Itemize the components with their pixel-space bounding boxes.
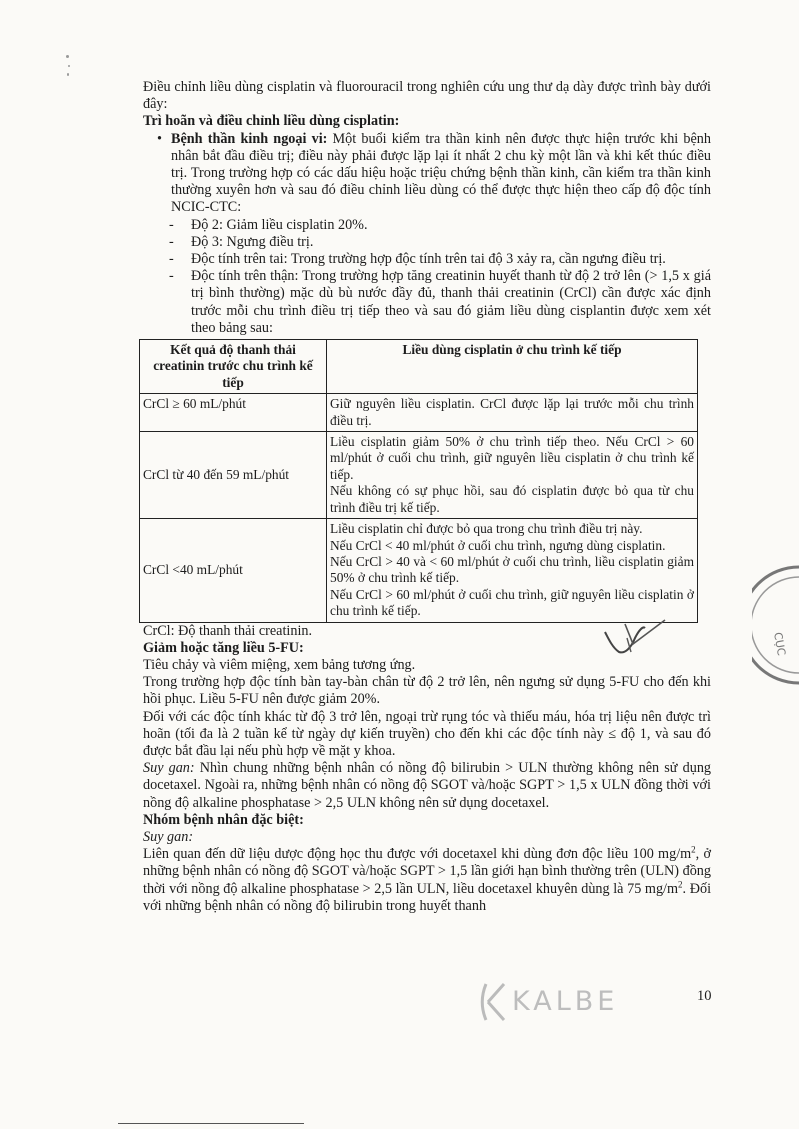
dose-line: Nếu CrCl < 40 ml/phút ở cuối chu trình, ngưng dùng cisplatin. <box>330 537 666 553</box>
official-stamp-icon <box>752 565 799 685</box>
table-row <box>140 519 698 622</box>
liver-text: Nhìn chung những bệnh nhân có nồng độ bilirubin > ULN thường không nên sử dụng docetaxel. Ngoài ra, những bệnh nhân có nồng độ SGOT và/hoặc SGPT > 1,5 x ULN đồng thời với nồng độ alkaline phosphatase > 2,5 ULN không nên sử dụng docetaxel. <box>143 760 712 811</box>
table-header-crcl: Kết quả độ thanh thải creatinin trước chu trình kế tiếp <box>140 340 327 394</box>
footer-rule <box>118 1123 304 1124</box>
dose-line: Nếu không có sự phục hồi, sau đó cisplatin được bỏ qua từ chu trình điều trị kế tiếp. <box>330 483 694 515</box>
kalbe-logo-icon <box>478 980 508 1022</box>
toxicity-item-ototoxicity: - Độc tính trên tai: Trong trường hợp độc tính trên tai độ 3 xảy ra, cần ngưng điều trị. <box>169 251 711 268</box>
neuropathy-text: Một buổi kiểm tra thần kinh nên được thực hiện trước khi bệnh nhân bắt đầu điều trị; điều này phải được lặp lại ít nhất 2 chu kỳ một lần và khi kết thúc điều trị. Trong trường hợp có các dấu hiệu hoặc triệu chứng bệnh thần kinh, cần kiểm tra thần kinh thường xuyên hơn và sau đó điều chỉnh liều dùng có thể được thực hiện theo cấp độ độc tính NCIC-CTC: <box>171 130 711 216</box>
table-cell-crcl: CrCl từ 40 đến 59 mL/phút <box>140 432 327 519</box>
crcl-dose-table <box>139 339 698 623</box>
scan-speck <box>66 55 69 58</box>
toxicity-item-nephrotoxicity: - Độc tính trên thận: Trong trường hợp tăng creatinin huyết thanh từ độ 2 trở lên (> 1,5 x giá trị bình thường) mặc dù bù nước đầy đủ, thanh thải creatinin (CrCl) cần được xác định trước mỗi chu trình điều trị tiếp theo và sau đó giảm liều dùng cisplantin được xem xét theo bảng sau: <box>169 268 711 337</box>
scan-speck <box>68 65 70 67</box>
dose-line: Giữ nguyên liều cisplatin. CrCl được lặp lại trước mỗi chu trình điều trị. <box>330 396 694 428</box>
dose-line: Nếu CrCl > 60 ml/phút ở cuối chu trình, giữ nguyên liều cisplatin ở chu trình kế tiếp. <box>330 586 694 619</box>
table-cell-dose <box>327 394 698 432</box>
table-cell-crcl: CrCl <40 mL/phút <box>140 519 327 622</box>
table-row <box>140 394 698 432</box>
scan-speck <box>67 73 69 76</box>
table-cell-dose <box>327 432 698 519</box>
table-cell-crcl: CrCl ≥ 60 mL/phút <box>140 394 327 432</box>
table-header-dose: Liều dùng cisplatin ở chu trình kế tiếp <box>327 340 698 394</box>
special-paragraph <box>143 846 711 915</box>
special-text-1: Liên quan đến dữ liệu dược động học thu được với docetaxel khi dùng đơn độc liều 100 mg/m <box>143 846 692 863</box>
page-number: 10 <box>697 988 712 1004</box>
toxicity-list <box>143 217 711 337</box>
crcl-note: CrCl: Độ thanh thải creatinin. <box>143 622 313 639</box>
special-text-2: , ở những bệnh nhân có nồng độ SGOT và/hoặc SGPT > 1,5 lần giới hạn bình thường trên (ULN) đồng thời với nồng độ alkaline phosphatase > 2,5 lần ULN, liều docetaxel khuyên dùng là 75 mg/m <box>143 846 711 897</box>
fu-paragraph: Trong trường hợp độc tính bàn tay-bàn chân từ độ 2 trở lên, nên ngưng sử dụng 5-FU cho đến khi hồi phục. Liều 5-FU nên được giảm 20%. <box>143 674 711 708</box>
document-body <box>143 79 711 915</box>
liver-label: Suy gan: <box>143 760 195 777</box>
neuropathy-list <box>143 131 711 217</box>
toxicity-item-grade3: - Độ 3: Ngưng điều trị. <box>169 234 711 251</box>
special-subheading: Suy gan: <box>143 828 194 845</box>
dose-line: Nếu CrCl > 40 và < 60 ml/phút ở cuối chu trình, liều cisplatin giảm 50% ở chu trình kế tiếp. <box>330 553 694 586</box>
dose-line: Liều cisplatin giảm 50% ở chu trình tiếp theo. Nếu CrCl > 60 ml/phút ở cuối chu trình, giữ nguyên liều cisplatin ở chu trình kế tiếp. <box>330 434 694 482</box>
superscript: 2 <box>678 878 683 889</box>
neuropathy-item <box>157 131 711 217</box>
table-header-row <box>140 340 698 394</box>
handwritten-check-mark-icon <box>595 618 685 676</box>
fu-paragraph: Tiêu chảy và viêm miệng, xem bảng tương ứng. <box>143 656 416 673</box>
toxicity-item-grade2: - Độ 2: Giảm liều cisplatin 20%. <box>169 217 711 234</box>
table-row <box>140 432 698 519</box>
stamp-text: CỤC <box>771 631 788 657</box>
neuropathy-label: Bệnh thần kinh ngoại vi: <box>171 130 328 147</box>
kalbe-logo-text: KALBE <box>512 986 619 1017</box>
fu-heading: Giảm hoặc tăng liều 5-FU: <box>143 639 304 656</box>
table-cell-dose <box>327 519 698 622</box>
cisplatin-heading: Trì hoãn và điều chỉnh liều dùng cisplatin: <box>143 113 400 130</box>
superscript: 2 <box>691 844 696 855</box>
special-text-3: . Đối với những bệnh nhân có nồng độ bilirubin trong huyết thanh <box>143 880 712 914</box>
liver-paragraph <box>143 760 711 812</box>
special-heading: Nhóm bệnh nhân đặc biệt: <box>143 811 304 828</box>
intro-paragraph: Điều chỉnh liều dùng cisplatin và fluorouracil trong nghiên cứu ung thư dạ dày được trình bày dưới đây: <box>143 79 711 113</box>
dose-line: Liều cisplatin chỉ được bỏ qua trong chu trình điều trị này. <box>330 521 643 537</box>
fu-paragraph: Đối với các độc tính khác từ độ 3 trở lên, ngoại trừ rụng tóc và thiếu máu, hóa trị liệu nên được trì hoãn (tối đa là 2 tuần kể từ ngày dự kiến truyền) cho đến khi các độc tính này ≤ độ 1, và sau đó được bắt đầu lại nếu phù hợp về mặt y khoa. <box>143 708 711 759</box>
